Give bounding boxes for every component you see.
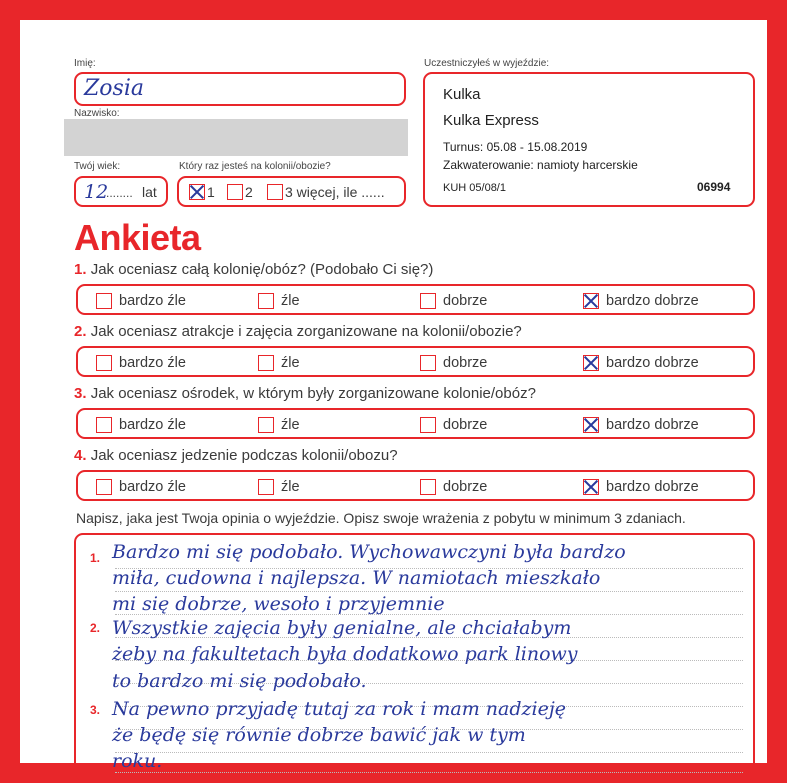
trip-label: Uczestniczyłeś w wyjeździe:	[424, 58, 550, 69]
trip-turnus: Turnus: 05.08 - 15.08.2019	[443, 140, 588, 154]
name-label: Imię:	[74, 58, 96, 69]
option-dobrze[interactable]: dobrze	[420, 354, 487, 372]
trip-brand: Kulka Express	[443, 112, 539, 129]
checkbox[interactable]	[420, 417, 436, 433]
option-dobrze[interactable]: dobrze	[420, 292, 487, 310]
question-4-options	[76, 470, 755, 501]
checkbox-checked[interactable]	[583, 479, 599, 495]
age-dots: ........	[106, 186, 133, 200]
age-unit: lat	[142, 184, 157, 200]
checkbox-checked[interactable]	[583, 293, 599, 309]
times-label: Który raz jesteś na kolonii/obozie?	[179, 161, 331, 172]
checkbox[interactable]	[96, 355, 112, 371]
option-bardzo-zle[interactable]: bardzo źle	[96, 416, 186, 434]
question-2: 2. Jak oceniasz atrakcje i zajęcia zorganizowane na kolonii/obozie?	[74, 323, 522, 340]
opinion-2-line-3: to bardzo mi się podobało.	[112, 670, 367, 692]
name-value: Zosia	[84, 76, 144, 101]
trip-code: KUH 05/08/1	[443, 182, 506, 194]
age-field[interactable]	[74, 176, 168, 207]
name-field[interactable]	[74, 72, 406, 106]
checkbox[interactable]	[420, 355, 436, 371]
option-dobrze[interactable]: dobrze	[420, 416, 487, 434]
times-option-3[interactable]: 3 więcej, ile ......	[267, 183, 385, 201]
trip-number: 06994	[697, 180, 731, 194]
checkbox[interactable]	[258, 355, 274, 371]
opinion-2-line-1: Wszystkie zajęcia były genialne, ale chciałabym	[112, 617, 572, 639]
option-bardzo-zle[interactable]: bardzo źle	[96, 354, 186, 372]
question-4: 4. Jak oceniasz jedzenie podczas kolonii/obozu?	[74, 447, 398, 464]
option-bardzo-zle[interactable]: bardzo źle	[96, 478, 186, 496]
checkbox[interactable]	[96, 293, 112, 309]
option-zle[interactable]: źle	[258, 416, 300, 434]
opinion-3-line-1: Na pewno przyjadę tutaj za rok i mam nadzieję	[112, 698, 566, 720]
option-bardzo-zle[interactable]: bardzo źle	[96, 292, 186, 310]
checkbox[interactable]	[420, 479, 436, 495]
option-zle[interactable]: źle	[258, 292, 300, 310]
survey-title: Ankieta	[74, 217, 201, 258]
option-bardzo-dobrze[interactable]: bardzo dobrze	[583, 354, 699, 372]
ruled-line	[115, 752, 743, 753]
opinion-1-line-3: mi się dobrze, wesoło i przyjemnie	[112, 593, 445, 615]
option-bardzo-dobrze[interactable]: bardzo dobrze	[583, 478, 699, 496]
trip-company: Kulka	[443, 86, 481, 103]
checkbox[interactable]	[258, 479, 274, 495]
checkbox-checked[interactable]	[583, 355, 599, 371]
opinion-1-line-1: Bardzo mi się podobało. Wychowawczyni była bardzo	[112, 541, 626, 563]
age-value: 12	[84, 181, 109, 203]
checkbox[interactable]	[227, 184, 243, 200]
trip-accommodation: Zakwaterowanie: namioty harcerskie	[443, 158, 638, 172]
ruled-line	[115, 772, 743, 773]
ruled-line	[115, 591, 743, 592]
checkbox[interactable]	[267, 184, 283, 200]
question-1-options	[76, 284, 755, 315]
checkbox-checked[interactable]	[583, 417, 599, 433]
checkbox[interactable]	[96, 479, 112, 495]
checkbox[interactable]	[258, 293, 274, 309]
option-zle[interactable]: źle	[258, 354, 300, 372]
option-bardzo-dobrze[interactable]: bardzo dobrze	[583, 292, 699, 310]
question-2-options	[76, 346, 755, 377]
times-field	[177, 176, 406, 207]
opinion-number-3: 3.	[90, 703, 101, 717]
question-3-options	[76, 408, 755, 439]
opinion-number-1: 1.	[90, 551, 101, 565]
surname-redaction	[64, 119, 408, 156]
opinion-3-line-3: roku.	[112, 750, 163, 772]
opinion-3-line-2: że będę się równie dobrze bawić jak w tym	[112, 724, 526, 746]
checkbox[interactable]	[420, 293, 436, 309]
checkbox[interactable]	[96, 417, 112, 433]
opinion-2-line-2: żeby na fakultetach była dodatkowo park linowy	[112, 643, 578, 665]
option-zle[interactable]: źle	[258, 478, 300, 496]
question-1: 1. Jak oceniasz całą kolonię/obóz? (Podobało Ci się?)	[74, 261, 434, 278]
option-dobrze[interactable]: dobrze	[420, 478, 487, 496]
question-3: 3. Jak oceniasz ośrodek, w którym były zorganizowane kolonie/obóz?	[74, 385, 536, 402]
age-label: Twój wiek:	[74, 161, 121, 172]
checkbox-checked[interactable]	[189, 184, 205, 200]
trip-info-box	[423, 72, 755, 207]
option-bardzo-dobrze[interactable]: bardzo dobrze	[583, 416, 699, 434]
opinion-prompt: Napisz, jaka jest Twoja opinia o wyjeździe. Opisz swoje wrażenia z pobytu w minimum 3 zdaniach.	[76, 510, 686, 526]
times-option-2[interactable]: 2	[227, 183, 253, 201]
times-option-1[interactable]: 1	[189, 183, 215, 201]
checkbox[interactable]	[258, 417, 274, 433]
surname-label: Nazwisko:	[74, 108, 120, 119]
opinion-number-2: 2.	[90, 621, 101, 635]
opinion-1-line-2: miła, cudowna i najlepsza. W namiotach mieszkało	[112, 567, 601, 589]
